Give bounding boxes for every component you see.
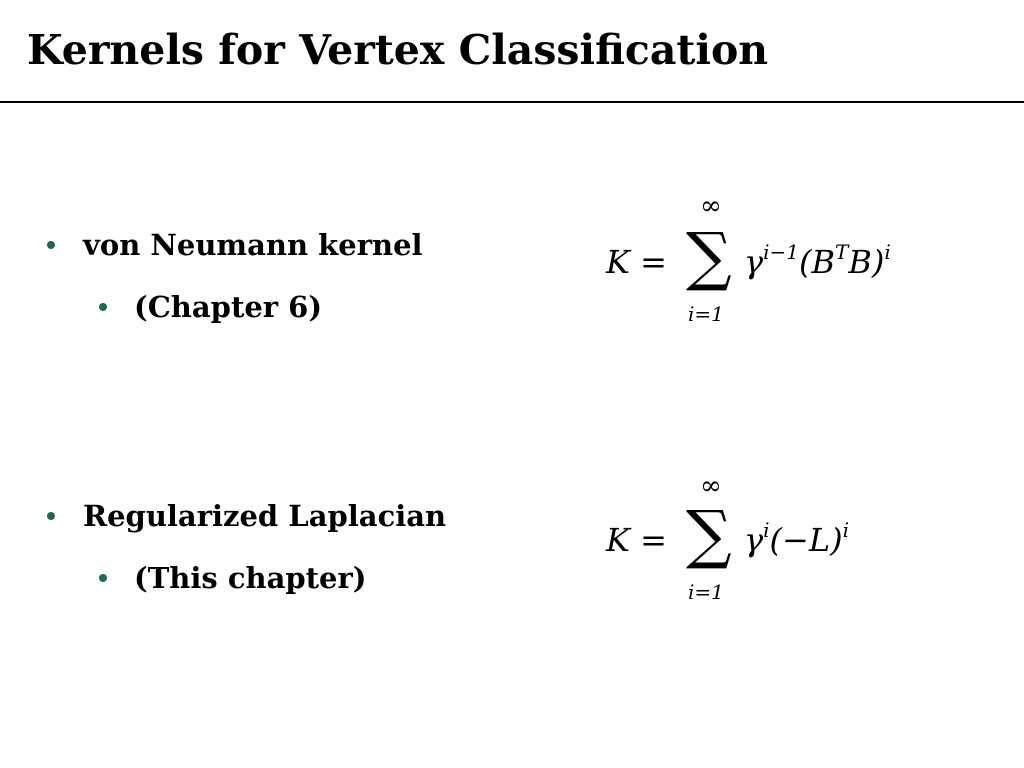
outer-exponent: i	[842, 518, 849, 542]
term-base: γ	[744, 243, 764, 281]
formula-von-neumann	[606, 190, 966, 340]
matrix-open: (B	[799, 243, 836, 281]
bullet-dot-icon	[99, 303, 107, 311]
formula-lhs: K =	[606, 521, 667, 559]
summation-symbol: ∑	[686, 498, 732, 572]
matrix-body: (−L)	[769, 521, 843, 559]
formula-term	[744, 242, 891, 286]
outer-exponent: i	[884, 240, 891, 264]
bullet-dot-icon	[47, 512, 55, 520]
sum-lower-limit: i=1	[688, 580, 724, 604]
matrix-close: B)	[848, 243, 885, 281]
formula-lhs: K =	[606, 243, 667, 281]
formula-term	[744, 520, 849, 564]
term-exponent: i−1	[763, 240, 800, 264]
sum-lower-limit: i=1	[688, 302, 724, 326]
term-exponent: i	[763, 518, 770, 542]
bullet-label: von Neumann kernel	[83, 228, 423, 262]
sub-bullet-label: (Chapter 6)	[134, 290, 323, 324]
bullet-label: Regularized Laplacian	[83, 499, 447, 533]
transpose-superscript: T	[835, 240, 849, 264]
bullet-dot-icon	[47, 241, 55, 249]
sum-upper-limit: ∞	[700, 191, 722, 221]
title-divider	[0, 101, 1024, 103]
sub-bullet-label: (This chapter)	[134, 561, 367, 595]
summation-symbol: ∑	[686, 220, 732, 294]
bullet-dot-icon	[99, 574, 107, 582]
term-base: γ	[744, 521, 764, 559]
slide-title: Kernels for Vertex Classification	[27, 26, 769, 74]
formula-regularized-laplacian	[606, 470, 936, 620]
sum-upper-limit: ∞	[700, 471, 722, 501]
